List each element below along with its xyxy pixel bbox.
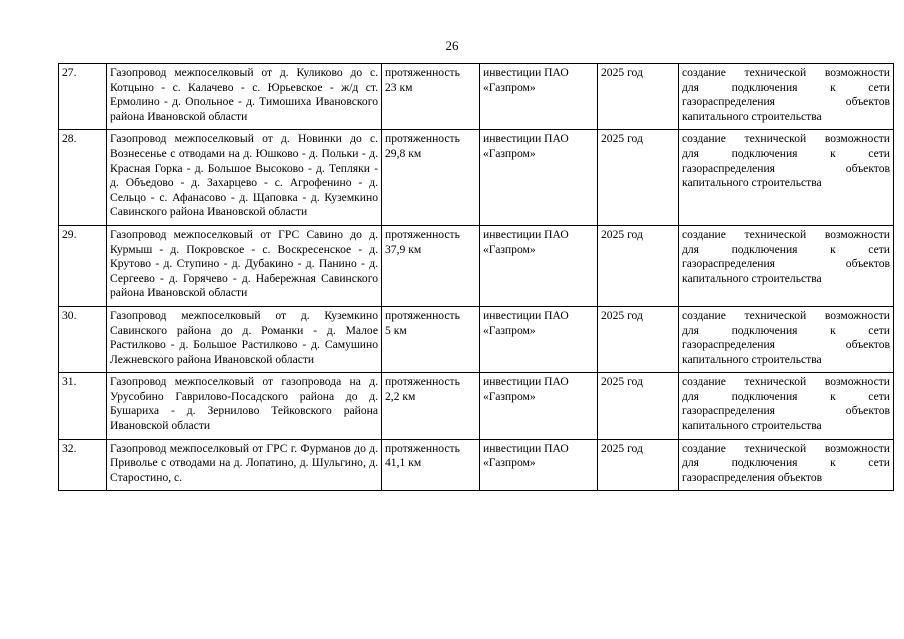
purpose-line: создание технической возможности (682, 227, 890, 241)
purpose-line: капитального строительства (682, 271, 822, 285)
length-cell (382, 130, 480, 226)
purpose-line: газораспределения объектов (682, 404, 890, 418)
purpose-line: капитального строительства (682, 176, 822, 190)
purpose-line: газораспределения объектов (682, 257, 890, 271)
length-cell (382, 64, 480, 130)
year-cell: 2025 год (598, 439, 679, 491)
purpose-cell (679, 225, 894, 306)
length-value: 41,1 км (385, 456, 422, 470)
row-number-cell: 31. (59, 373, 107, 439)
purpose-line: капитального строительства (682, 419, 822, 433)
page-number: 26 (445, 38, 459, 53)
purpose-cell (679, 373, 894, 439)
year-cell: 2025 год (598, 373, 679, 439)
length-label: протяженность (385, 132, 460, 146)
length-value: 29,8 км (385, 146, 422, 160)
length-value: 5 км (385, 323, 407, 337)
purpose-line: для подключения к сети (682, 456, 890, 470)
table-row (59, 373, 894, 439)
projects-table (58, 63, 894, 491)
length-cell (382, 373, 480, 439)
length-label: протяженность (385, 441, 460, 455)
purpose-line: газораспределения объектов (682, 95, 890, 109)
row-number-cell: 29. (59, 225, 107, 306)
object-name-cell: Газопровод межпоселковый от д. Куземкино Савинского района до д. Романки - д. Малое Растилково - д. Большое Растилково - д. Самушино Лежневского района Ивановской области (107, 306, 382, 372)
year-cell: 2025 год (598, 130, 679, 226)
table-row (59, 225, 894, 306)
purpose-line: для подключения к сети (682, 146, 890, 160)
funding-source-cell: инвестиции ПАО «Газпром» (480, 130, 598, 226)
purpose-line: создание технической возможности (682, 375, 890, 389)
object-name-cell: Газопровод межпоселковый от ГРС г. Фурманов до д. Приволье с отводами на д. Лопатино, д. Шульгино, д. Старостино, с. (107, 439, 382, 491)
length-label: протяженность (385, 308, 460, 322)
year-cell: 2025 год (598, 306, 679, 372)
object-name-cell: Газопровод межпоселковый от ГРС Савино до д. Курмыш - д. Покровское - с. Воскресенское - д. Крутово - д. Ступино - д. Дубакино - д. Панино - д. Сергеево - д. Горячево - д. Набережная Савинского района Ивановской области (107, 225, 382, 306)
table-row (59, 64, 894, 130)
purpose-line: газораспределения объектов (682, 470, 823, 484)
funding-source-cell: инвестиции ПАО «Газпром» (480, 373, 598, 439)
purpose-line: создание технической возможности (682, 66, 890, 79)
length-cell (382, 439, 480, 491)
purpose-line: для подключения к сети (682, 242, 890, 256)
purpose-cell (679, 130, 894, 226)
funding-source-cell: инвестиции ПАО «Газпром» (480, 64, 598, 130)
purpose-line: для подключения к сети (682, 80, 890, 94)
length-label: протяженность (385, 66, 460, 79)
table-row (59, 130, 894, 226)
funding-source-cell: инвестиции ПАО «Газпром» (480, 306, 598, 372)
purpose-line: газораспределения объектов (682, 161, 890, 175)
length-cell (382, 225, 480, 306)
year-cell: 2025 год (598, 64, 679, 130)
purpose-line: для подключения к сети (682, 389, 890, 403)
object-name-cell: Газопровод межпоселковый от газопровода на д. Урусобино Гаврилово-Посадского района до д. Бушариха - д. Зернилово Тейковского района Ивановской области (107, 373, 382, 439)
table-row (59, 439, 894, 491)
object-name-cell: Газопровод межпоселковый от д. Новинки до с. Вознесенье с отводами на д. Юшково - д. Польки - д. Красная Горка - д. Большое Высоково - д. Тепляки - д. Объедово - д. Захарцево - с. Агрофенино - д. Сельцо - с. Афанасово - д. Щаповка - д. Куземкино Савинского района Ивановской области (107, 130, 382, 226)
purpose-cell (679, 306, 894, 372)
row-number-cell: 30. (59, 306, 107, 372)
object-name-cell: Газопровод межпоселковый от д. Куликово до с. Котцыно - с. Калачево - с. Юрьевское - ж/д ст. Ермолино - д. Опольное - д. Тимошиха Ивановского района Ивановской области (107, 64, 382, 130)
length-value: 2,2 км (385, 389, 416, 403)
purpose-line: создание технической возможности (682, 132, 890, 146)
purpose-cell (679, 439, 894, 491)
length-label: протяженность (385, 375, 460, 389)
length-value: 23 км (385, 80, 413, 94)
projects-table-body (59, 64, 894, 491)
purpose-line: газораспределения объектов (682, 338, 890, 352)
year-cell: 2025 год (598, 225, 679, 306)
row-number-cell: 32. (59, 439, 107, 491)
purpose-line: капитального строительства (682, 109, 822, 123)
length-label: протяженность (385, 227, 460, 241)
purpose-cell (679, 64, 894, 130)
funding-source-cell: инвестиции ПАО «Газпром» (480, 439, 598, 491)
purpose-line: создание технической возможности (682, 308, 890, 322)
row-number-cell: 28. (59, 130, 107, 226)
funding-source-cell: инвестиции ПАО «Газпром» (480, 225, 598, 306)
length-cell (382, 306, 480, 372)
purpose-line: создание технической возможности (682, 441, 890, 455)
length-value: 37,9 км (385, 242, 422, 256)
purpose-line: для подключения к сети (682, 323, 890, 337)
row-number-cell: 27. (59, 64, 107, 130)
table-row (59, 306, 894, 372)
purpose-line: капитального строительства (682, 352, 822, 366)
